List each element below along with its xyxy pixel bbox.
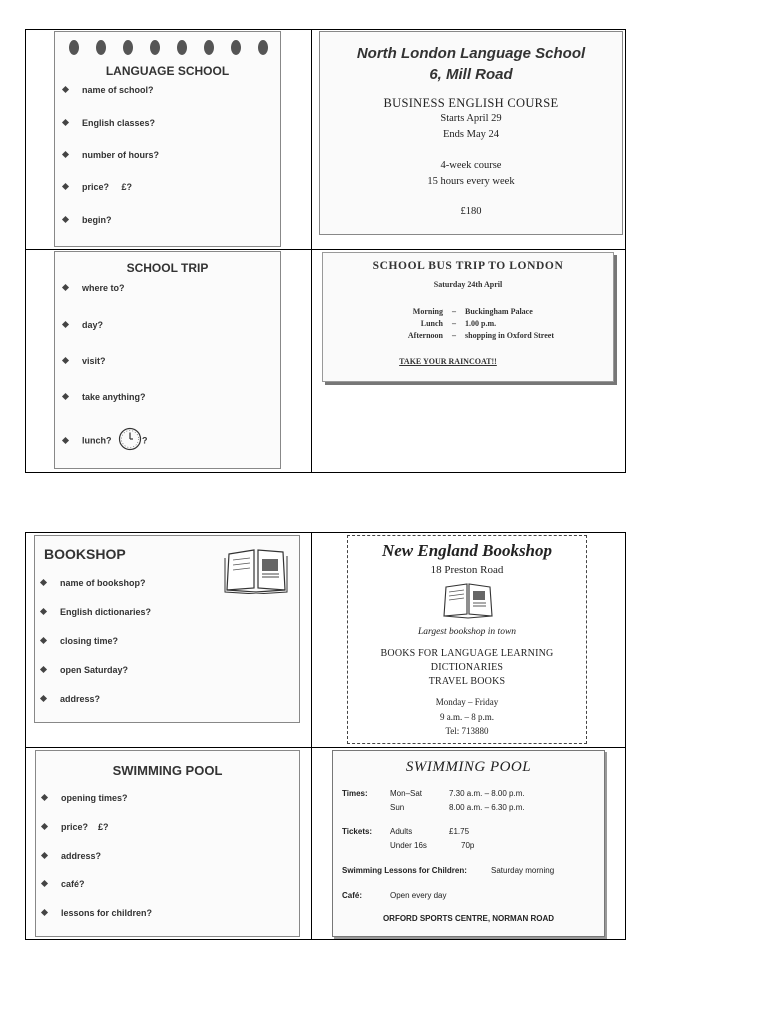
lessons-value: Saturday morning xyxy=(491,866,555,875)
bullet-icon xyxy=(41,909,48,916)
course-name: BUSINESS ENGLISH COURSE xyxy=(383,96,559,110)
bullet-icon xyxy=(62,183,69,190)
question-item: opening times? xyxy=(42,793,128,803)
bookshop-address: 18 Preston Road xyxy=(430,564,504,576)
binder-hole-icon xyxy=(204,40,214,55)
tickets-label: Tickets: xyxy=(342,827,373,836)
ticket-type: Adults xyxy=(390,827,413,836)
question-item: number of hours? xyxy=(63,150,159,160)
times-label: Times: xyxy=(342,789,368,798)
binder-hole-icon xyxy=(96,40,106,55)
bookshop-question-card xyxy=(34,535,300,723)
bullet-icon xyxy=(41,794,48,801)
question-item: take anything? xyxy=(63,392,146,402)
question-item: closing time? xyxy=(41,636,118,646)
bookshop-tel: Tel: 713880 xyxy=(445,726,489,736)
bookshop-ad xyxy=(347,535,587,744)
bullet-icon xyxy=(62,119,69,126)
times-hours: 8.00 a.m. – 6.30 p.m. xyxy=(449,803,525,812)
bullet-icon xyxy=(40,666,47,673)
ticket-price: 70p xyxy=(461,841,475,850)
question-item: lessons for children? xyxy=(42,908,152,918)
course-hours: 15 hours every week xyxy=(427,176,515,187)
bullet-icon xyxy=(62,86,69,93)
cafe-value: Open every day xyxy=(390,891,447,900)
binder-hole-icon xyxy=(177,40,187,55)
card-title: LANGUAGE SCHOOL xyxy=(105,64,230,78)
bullet-icon xyxy=(40,608,47,615)
bullet-icon xyxy=(62,321,69,328)
ticket-price: £1.75 xyxy=(449,827,470,836)
school-address: 6, Mill Road xyxy=(429,66,513,83)
binder-hole-icon xyxy=(231,40,241,55)
bookshop-hours: 9 a.m. – 8 p.m. xyxy=(440,712,494,722)
bullet-icon xyxy=(62,151,69,158)
school-trip-question-card xyxy=(54,251,281,469)
binder-hole-icon xyxy=(69,40,79,55)
school-name: North London Language School xyxy=(356,45,586,62)
question-item: name of school? xyxy=(63,85,154,95)
binder-hole-icon xyxy=(123,40,133,55)
bookshop-name: New England Bookshop xyxy=(381,541,553,560)
card-title: SWIMMING POOL xyxy=(112,763,223,778)
bullet-icon xyxy=(40,637,47,644)
bullet-icon xyxy=(62,284,69,291)
pool-ad xyxy=(332,750,605,937)
bullet-icon xyxy=(62,357,69,364)
bookshop-days: Monday – Friday xyxy=(435,697,499,707)
bookshop-item: BOOKS FOR LANGUAGE LEARNING xyxy=(380,648,554,659)
card-title: BOOKSHOP xyxy=(44,546,126,562)
pool-question-card xyxy=(35,750,300,937)
question-item: day? xyxy=(63,320,103,330)
bullet-icon xyxy=(41,852,48,859)
bookshop-item: DICTIONARIES xyxy=(430,662,504,673)
bookshop-item: TRAVEL BOOKS xyxy=(428,676,506,687)
question-item: open Saturday? xyxy=(41,665,128,675)
bullet-icon xyxy=(40,579,47,586)
ticket-type: Under 16s xyxy=(390,841,427,850)
question-item: address? xyxy=(42,851,101,861)
course-price: £180 xyxy=(460,206,482,217)
bullet-icon xyxy=(62,393,69,400)
clock-icon xyxy=(118,427,142,451)
bus-trip-ad xyxy=(322,252,614,382)
pool-title: SWIMMING POOL xyxy=(405,759,532,775)
question-item: name of bookshop? xyxy=(41,578,146,588)
bullet-icon xyxy=(41,823,48,830)
course-end: Ends May 24 xyxy=(443,129,499,140)
course-start: Starts April 29 xyxy=(440,113,502,124)
times-day: Sun xyxy=(390,803,405,812)
pool-footer: ORFORD SPORTS CENTRE, NORMAN ROAD xyxy=(382,914,555,923)
language-school-question-card xyxy=(54,31,281,247)
trip-date: Saturday 24th April xyxy=(433,280,503,289)
times-day: Mon–Sat xyxy=(390,789,423,798)
book-icon xyxy=(442,581,494,619)
trip-title: SCHOOL BUS TRIP TO LONDON xyxy=(372,260,564,272)
lessons-label: Swimming Lessons for Children: xyxy=(342,866,467,875)
binder-hole-icon xyxy=(150,40,160,55)
card-title: SCHOOL TRIP xyxy=(126,261,209,275)
question-item: visit? xyxy=(63,356,106,366)
bullet-icon xyxy=(41,880,48,887)
question-item: begin? xyxy=(63,215,112,225)
trip-note: TAKE YOUR RAINCOAT!! xyxy=(399,357,497,366)
trip-schedule: Morning – Buckingham Palace Lunch – 1.00 p.m. Afternoon – shopping in Oxford Street xyxy=(407,307,554,340)
cafe-label: Café: xyxy=(342,891,363,900)
question-item: English dictionaries? xyxy=(41,607,151,617)
question-item: address? xyxy=(41,694,100,704)
question-item: price? £? xyxy=(63,182,132,192)
open-book-icon xyxy=(223,544,289,594)
times-hours: 7.30 a.m. – 8.00 p.m. xyxy=(449,789,525,798)
course-duration: 4-week course xyxy=(440,160,502,171)
bookshop-tagline: Largest bookshop in town xyxy=(417,627,517,637)
question-item: lunch? ? xyxy=(63,429,148,453)
question-item: where to? xyxy=(63,283,125,293)
question-item: English classes? xyxy=(63,118,155,128)
bullet-icon xyxy=(62,216,69,223)
bullet-icon xyxy=(40,695,47,702)
binder-hole-icon xyxy=(258,40,268,55)
question-item: café? xyxy=(42,879,85,889)
bullet-icon xyxy=(62,436,69,443)
language-school-ad xyxy=(319,31,623,235)
question-item: price? £? xyxy=(42,822,109,832)
